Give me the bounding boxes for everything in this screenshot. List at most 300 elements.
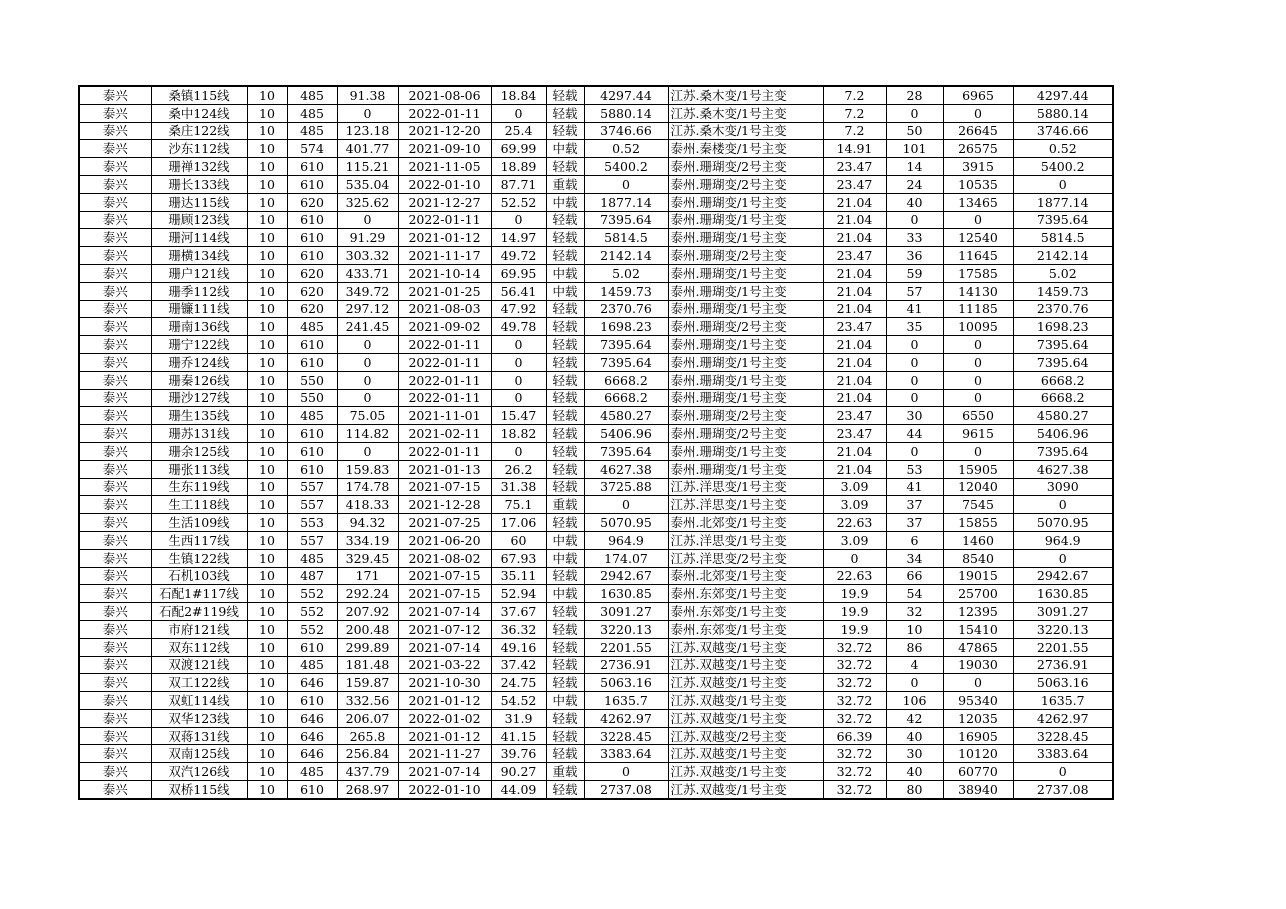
cell-max-current: 171 — [337, 567, 398, 585]
cell-user-capacity: 3915 — [943, 158, 1013, 176]
cell-rated-current: 610 — [287, 247, 337, 265]
cell-rated-current: 485 — [287, 763, 337, 781]
cell-final-capacity: 3220.13 — [1013, 620, 1113, 638]
cell-load-status: 轻载 — [546, 674, 584, 692]
cell-user-capacity: 95340 — [943, 692, 1013, 710]
cell-load-rate: 56.41 — [491, 282, 546, 300]
cell-final-capacity: 2370.76 — [1013, 300, 1113, 318]
table-row — [79, 442, 1113, 460]
cell-available-capacity: 5880.14 — [584, 104, 668, 122]
cell-user-capacity: 16905 — [943, 727, 1013, 745]
cell-user-count: 0 — [886, 353, 943, 371]
cell-max-current: 181.48 — [337, 656, 398, 674]
cell-county: 泰兴 — [79, 104, 151, 122]
cell-transformer-margin: 3.09 — [823, 496, 886, 514]
cell-final-capacity: 6668.2 — [1013, 389, 1113, 407]
cell-peak-date: 2022-01-11 — [398, 371, 491, 389]
cell-max-current: 256.84 — [337, 745, 398, 763]
cell-user-count: 44 — [886, 425, 943, 443]
cell-load-rate: 39.76 — [491, 745, 546, 763]
cell-available-capacity: 7395.64 — [584, 353, 668, 371]
cell-peak-date: 2022-01-11 — [398, 389, 491, 407]
cell-voltage: 10 — [247, 674, 287, 692]
cell-line-name: 珊长133线 — [151, 175, 247, 193]
cell-max-current: 0 — [337, 211, 398, 229]
spreadsheet-page — [78, 85, 1114, 800]
cell-transformer-margin: 3.09 — [823, 531, 886, 549]
cell-county: 泰兴 — [79, 247, 151, 265]
cell-user-capacity: 1460 — [943, 531, 1013, 549]
table-row — [79, 264, 1113, 282]
cell-load-status: 轻载 — [546, 158, 584, 176]
cell-transformer-margin: 7.2 — [823, 86, 886, 104]
cell-substation-transformer: 泰州.珊瑚变/2号主变 — [668, 158, 823, 176]
cell-load-status: 轻载 — [546, 122, 584, 140]
cell-available-capacity: 5070.95 — [584, 514, 668, 532]
cell-peak-date: 2021-01-13 — [398, 460, 491, 478]
cell-peak-date: 2022-01-11 — [398, 211, 491, 229]
cell-line-name: 双渡121线 — [151, 656, 247, 674]
cell-load-rate: 69.95 — [491, 264, 546, 282]
cell-peak-date: 2021-01-25 — [398, 282, 491, 300]
cell-user-capacity: 11185 — [943, 300, 1013, 318]
cell-voltage: 10 — [247, 585, 287, 603]
cell-load-rate: 37.42 — [491, 656, 546, 674]
cell-final-capacity: 1459.73 — [1013, 282, 1113, 300]
cell-county: 泰兴 — [79, 193, 151, 211]
cell-available-capacity: 2370.76 — [584, 300, 668, 318]
cell-rated-current: 485 — [287, 104, 337, 122]
cell-user-count: 37 — [886, 496, 943, 514]
cell-max-current: 437.79 — [337, 763, 398, 781]
cell-final-capacity: 7395.64 — [1013, 442, 1113, 460]
cell-line-name: 双虹114线 — [151, 692, 247, 710]
cell-load-rate: 69.99 — [491, 140, 546, 158]
cell-transformer-margin: 32.72 — [823, 656, 886, 674]
cell-transformer-margin: 32.72 — [823, 709, 886, 727]
cell-max-current: 401.77 — [337, 140, 398, 158]
cell-final-capacity: 7395.64 — [1013, 336, 1113, 354]
cell-substation-transformer: 江苏.双越变/1号主变 — [668, 763, 823, 781]
cell-voltage: 10 — [247, 407, 287, 425]
cell-peak-date: 2021-03-22 — [398, 656, 491, 674]
cell-substation-transformer: 江苏.双越变/1号主变 — [668, 656, 823, 674]
cell-voltage: 10 — [247, 692, 287, 710]
cell-load-status: 轻载 — [546, 229, 584, 247]
cell-line-name: 珊苏131线 — [151, 425, 247, 443]
cell-county: 泰兴 — [79, 514, 151, 532]
cell-load-status: 轻载 — [546, 603, 584, 621]
cell-substation-transformer: 江苏.桑木变/1号主变 — [668, 104, 823, 122]
table-row — [79, 709, 1113, 727]
cell-peak-date: 2021-07-15 — [398, 585, 491, 603]
cell-rated-current: 574 — [287, 140, 337, 158]
cell-user-count: 32 — [886, 603, 943, 621]
cell-peak-date: 2021-07-14 — [398, 603, 491, 621]
cell-load-rate: 49.78 — [491, 318, 546, 336]
cell-user-count: 24 — [886, 175, 943, 193]
cell-final-capacity: 5406.96 — [1013, 425, 1113, 443]
cell-available-capacity: 2142.14 — [584, 247, 668, 265]
cell-available-capacity: 5406.96 — [584, 425, 668, 443]
cell-county: 泰兴 — [79, 300, 151, 318]
cell-load-rate: 35.11 — [491, 567, 546, 585]
table-row — [79, 353, 1113, 371]
cell-substation-transformer: 江苏.双越变/1号主变 — [668, 692, 823, 710]
cell-county: 泰兴 — [79, 496, 151, 514]
table-row — [79, 514, 1113, 532]
cell-peak-date: 2021-10-30 — [398, 674, 491, 692]
cell-user-count: 0 — [886, 104, 943, 122]
table-row — [79, 175, 1113, 193]
cell-transformer-margin: 23.47 — [823, 407, 886, 425]
cell-user-capacity: 0 — [943, 353, 1013, 371]
cell-transformer-margin: 23.47 — [823, 247, 886, 265]
cell-county: 泰兴 — [79, 745, 151, 763]
cell-rated-current: 610 — [287, 638, 337, 656]
cell-rated-current: 552 — [287, 585, 337, 603]
table-row — [79, 140, 1113, 158]
cell-substation-transformer: 泰州.珊瑚变/2号主变 — [668, 175, 823, 193]
cell-max-current: 241.45 — [337, 318, 398, 336]
cell-transformer-margin: 23.47 — [823, 158, 886, 176]
cell-user-capacity: 0 — [943, 336, 1013, 354]
cell-user-capacity: 12540 — [943, 229, 1013, 247]
cell-voltage: 10 — [247, 531, 287, 549]
cell-load-rate: 0 — [491, 211, 546, 229]
cell-county: 泰兴 — [79, 709, 151, 727]
cell-final-capacity: 7395.64 — [1013, 353, 1113, 371]
cell-peak-date: 2021-01-12 — [398, 692, 491, 710]
cell-load-status: 轻载 — [546, 389, 584, 407]
cell-user-count: 36 — [886, 247, 943, 265]
cell-voltage: 10 — [247, 318, 287, 336]
cell-voltage: 10 — [247, 549, 287, 567]
cell-rated-current: 485 — [287, 549, 337, 567]
cell-load-status: 轻载 — [546, 371, 584, 389]
cell-user-capacity: 15410 — [943, 620, 1013, 638]
cell-peak-date: 2022-01-10 — [398, 781, 491, 799]
cell-load-rate: 18.89 — [491, 158, 546, 176]
cell-load-status: 重载 — [546, 496, 584, 514]
cell-available-capacity: 1635.7 — [584, 692, 668, 710]
cell-max-current: 433.71 — [337, 264, 398, 282]
table-row — [79, 425, 1113, 443]
cell-load-status: 中载 — [546, 282, 584, 300]
cell-substation-transformer: 江苏.洋思变/2号主变 — [668, 549, 823, 567]
cell-max-current: 0 — [337, 371, 398, 389]
cell-voltage: 10 — [247, 478, 287, 496]
cell-max-current: 0 — [337, 353, 398, 371]
cell-rated-current: 552 — [287, 603, 337, 621]
cell-load-rate: 47.92 — [491, 300, 546, 318]
cell-user-capacity: 6965 — [943, 86, 1013, 104]
cell-line-name: 石配2#119线 — [151, 603, 247, 621]
table-row — [79, 656, 1113, 674]
cell-peak-date: 2021-09-10 — [398, 140, 491, 158]
cell-county: 泰兴 — [79, 407, 151, 425]
cell-voltage: 10 — [247, 638, 287, 656]
cell-max-current: 299.89 — [337, 638, 398, 656]
cell-available-capacity: 3725.88 — [584, 478, 668, 496]
cell-transformer-margin: 21.04 — [823, 193, 886, 211]
cell-user-count: 101 — [886, 140, 943, 158]
cell-county: 泰兴 — [79, 353, 151, 371]
cell-voltage: 10 — [247, 496, 287, 514]
cell-peak-date: 2021-07-15 — [398, 567, 491, 585]
cell-voltage: 10 — [247, 122, 287, 140]
cell-user-capacity: 0 — [943, 371, 1013, 389]
cell-county: 泰兴 — [79, 336, 151, 354]
cell-load-rate: 36.32 — [491, 620, 546, 638]
cell-user-count: 41 — [886, 478, 943, 496]
cell-rated-current: 610 — [287, 158, 337, 176]
cell-user-capacity: 11645 — [943, 247, 1013, 265]
cell-load-status: 轻载 — [546, 300, 584, 318]
cell-transformer-margin: 21.04 — [823, 211, 886, 229]
cell-voltage: 10 — [247, 175, 287, 193]
table-row — [79, 531, 1113, 549]
cell-available-capacity: 1877.14 — [584, 193, 668, 211]
cell-max-current: 325.62 — [337, 193, 398, 211]
cell-line-name: 桑中124线 — [151, 104, 247, 122]
cell-max-current: 303.32 — [337, 247, 398, 265]
cell-available-capacity: 1630.85 — [584, 585, 668, 603]
cell-user-count: 0 — [886, 674, 943, 692]
table-row — [79, 336, 1113, 354]
cell-line-name: 双桥115线 — [151, 781, 247, 799]
cell-user-count: 0 — [886, 389, 943, 407]
cell-user-count: 106 — [886, 692, 943, 710]
cell-rated-current: 646 — [287, 745, 337, 763]
cell-max-current: 0 — [337, 389, 398, 407]
cell-load-rate: 52.52 — [491, 193, 546, 211]
cell-user-count: 41 — [886, 300, 943, 318]
cell-load-status: 轻载 — [546, 567, 584, 585]
table-row — [79, 282, 1113, 300]
table-row — [79, 193, 1113, 211]
cell-max-current: 123.18 — [337, 122, 398, 140]
cell-voltage: 10 — [247, 567, 287, 585]
cell-available-capacity: 1698.23 — [584, 318, 668, 336]
cell-available-capacity: 174.07 — [584, 549, 668, 567]
cell-rated-current: 620 — [287, 282, 337, 300]
cell-user-capacity: 15905 — [943, 460, 1013, 478]
cell-county: 泰兴 — [79, 389, 151, 407]
cell-rated-current: 485 — [287, 122, 337, 140]
cell-available-capacity: 5.02 — [584, 264, 668, 282]
cell-line-name: 珊生135线 — [151, 407, 247, 425]
cell-max-current: 91.29 — [337, 229, 398, 247]
cell-load-rate: 67.93 — [491, 549, 546, 567]
cell-load-rate: 31.9 — [491, 709, 546, 727]
table-row — [79, 727, 1113, 745]
cell-substation-transformer: 泰州.珊瑚变/1号主变 — [668, 264, 823, 282]
cell-peak-date: 2022-01-11 — [398, 336, 491, 354]
cell-available-capacity: 0 — [584, 175, 668, 193]
cell-line-name: 珊乔124线 — [151, 353, 247, 371]
cell-substation-transformer: 泰州.东郊变/1号主变 — [668, 603, 823, 621]
cell-substation-transformer: 江苏.桑木变/1号主变 — [668, 86, 823, 104]
cell-available-capacity: 964.9 — [584, 531, 668, 549]
cell-substation-transformer: 泰州.东郊变/1号主变 — [668, 585, 823, 603]
cell-substation-transformer: 泰州.珊瑚变/1号主变 — [668, 442, 823, 460]
cell-user-count: 40 — [886, 193, 943, 211]
cell-final-capacity: 1698.23 — [1013, 318, 1113, 336]
cell-peak-date: 2022-01-10 — [398, 175, 491, 193]
cell-max-current: 0 — [337, 104, 398, 122]
cell-substation-transformer: 泰州.珊瑚变/1号主变 — [668, 353, 823, 371]
cell-user-capacity: 17585 — [943, 264, 1013, 282]
cell-user-capacity: 12035 — [943, 709, 1013, 727]
cell-load-rate: 75.1 — [491, 496, 546, 514]
cell-substation-transformer: 泰州.珊瑚变/1号主变 — [668, 336, 823, 354]
cell-final-capacity: 964.9 — [1013, 531, 1113, 549]
cell-line-name: 珊横134线 — [151, 247, 247, 265]
cell-available-capacity: 3091.27 — [584, 603, 668, 621]
table-row — [79, 478, 1113, 496]
cell-substation-transformer: 江苏.双越变/1号主变 — [668, 674, 823, 692]
cell-final-capacity: 4297.44 — [1013, 86, 1113, 104]
cell-peak-date: 2021-01-12 — [398, 229, 491, 247]
cell-user-count: 0 — [886, 211, 943, 229]
cell-load-status: 中载 — [546, 585, 584, 603]
cell-load-status: 轻载 — [546, 781, 584, 799]
cell-final-capacity: 4580.27 — [1013, 407, 1113, 425]
cell-rated-current: 610 — [287, 336, 337, 354]
table-row — [79, 549, 1113, 567]
cell-load-status: 轻载 — [546, 425, 584, 443]
cell-load-status: 轻载 — [546, 407, 584, 425]
cell-county: 泰兴 — [79, 692, 151, 710]
cell-transformer-margin: 23.47 — [823, 425, 886, 443]
cell-voltage: 10 — [247, 745, 287, 763]
cell-available-capacity: 2201.55 — [584, 638, 668, 656]
table-row — [79, 496, 1113, 514]
cell-county: 泰兴 — [79, 781, 151, 799]
cell-rated-current: 620 — [287, 300, 337, 318]
cell-user-count: 0 — [886, 371, 943, 389]
cell-county: 泰兴 — [79, 656, 151, 674]
cell-rated-current: 557 — [287, 496, 337, 514]
cell-user-capacity: 10535 — [943, 175, 1013, 193]
cell-peak-date: 2021-12-20 — [398, 122, 491, 140]
cell-load-rate: 15.47 — [491, 407, 546, 425]
cell-load-rate: 37.67 — [491, 603, 546, 621]
cell-available-capacity: 4627.38 — [584, 460, 668, 478]
cell-transformer-margin: 32.72 — [823, 781, 886, 799]
cell-user-count: 34 — [886, 549, 943, 567]
cell-user-count: 0 — [886, 442, 943, 460]
cell-load-status: 中载 — [546, 140, 584, 158]
cell-county: 泰兴 — [79, 86, 151, 104]
cell-transformer-margin: 32.72 — [823, 638, 886, 656]
cell-load-status: 中载 — [546, 531, 584, 549]
cell-substation-transformer: 泰州.珊瑚变/1号主变 — [668, 300, 823, 318]
cell-substation-transformer: 泰州.珊瑚变/2号主变 — [668, 407, 823, 425]
cell-voltage: 10 — [247, 353, 287, 371]
cell-transformer-margin: 3.09 — [823, 478, 886, 496]
cell-final-capacity: 5063.16 — [1013, 674, 1113, 692]
cell-final-capacity: 5.02 — [1013, 264, 1113, 282]
cell-transformer-margin: 21.04 — [823, 282, 886, 300]
cell-final-capacity: 4627.38 — [1013, 460, 1113, 478]
cell-available-capacity: 4580.27 — [584, 407, 668, 425]
cell-available-capacity: 2942.67 — [584, 567, 668, 585]
cell-voltage: 10 — [247, 104, 287, 122]
cell-rated-current: 610 — [287, 781, 337, 799]
cell-max-current: 207.92 — [337, 603, 398, 621]
cell-rated-current: 646 — [287, 709, 337, 727]
cell-load-status: 中载 — [546, 193, 584, 211]
cell-transformer-margin: 7.2 — [823, 122, 886, 140]
cell-user-count: 57 — [886, 282, 943, 300]
cell-peak-date: 2021-01-12 — [398, 727, 491, 745]
cell-transformer-margin: 21.04 — [823, 389, 886, 407]
cell-voltage: 10 — [247, 460, 287, 478]
cell-voltage: 10 — [247, 371, 287, 389]
cell-load-rate: 0 — [491, 442, 546, 460]
cell-load-rate: 25.4 — [491, 122, 546, 140]
cell-peak-date: 2021-09-02 — [398, 318, 491, 336]
cell-rated-current: 487 — [287, 567, 337, 585]
cell-user-count: 40 — [886, 763, 943, 781]
cell-voltage: 10 — [247, 709, 287, 727]
cell-load-rate: 90.27 — [491, 763, 546, 781]
cell-transformer-margin: 66.39 — [823, 727, 886, 745]
cell-voltage: 10 — [247, 229, 287, 247]
cell-load-rate: 49.16 — [491, 638, 546, 656]
cell-available-capacity: 4262.97 — [584, 709, 668, 727]
cell-available-capacity: 1459.73 — [584, 282, 668, 300]
cell-rated-current: 646 — [287, 727, 337, 745]
cell-rated-current: 620 — [287, 193, 337, 211]
table-row — [79, 638, 1113, 656]
cell-line-name: 珊秦126线 — [151, 371, 247, 389]
cell-user-capacity: 26575 — [943, 140, 1013, 158]
cell-rated-current: 485 — [287, 318, 337, 336]
cell-available-capacity: 0 — [584, 763, 668, 781]
cell-load-status: 轻载 — [546, 514, 584, 532]
cell-final-capacity: 2201.55 — [1013, 638, 1113, 656]
cell-voltage: 10 — [247, 158, 287, 176]
table-row — [79, 460, 1113, 478]
cell-load-status: 中载 — [546, 549, 584, 567]
cell-load-status: 轻载 — [546, 211, 584, 229]
table-body — [79, 86, 1113, 799]
cell-voltage: 10 — [247, 620, 287, 638]
cell-final-capacity: 1630.85 — [1013, 585, 1113, 603]
cell-line-name: 珊镰111线 — [151, 300, 247, 318]
cell-load-status: 轻载 — [546, 104, 584, 122]
cell-load-rate: 24.75 — [491, 674, 546, 692]
cell-final-capacity: 0 — [1013, 175, 1113, 193]
cell-line-name: 珊宁122线 — [151, 336, 247, 354]
cell-user-count: 10 — [886, 620, 943, 638]
cell-county: 泰兴 — [79, 478, 151, 496]
cell-substation-transformer: 江苏.洋思变/1号主变 — [668, 478, 823, 496]
cell-county: 泰兴 — [79, 175, 151, 193]
cell-county: 泰兴 — [79, 460, 151, 478]
cell-rated-current: 610 — [287, 175, 337, 193]
table-row — [79, 567, 1113, 585]
cell-line-name: 珊余125线 — [151, 442, 247, 460]
cell-rated-current: 610 — [287, 229, 337, 247]
cell-user-capacity: 47865 — [943, 638, 1013, 656]
cell-max-current: 159.83 — [337, 460, 398, 478]
cell-max-current: 418.33 — [337, 496, 398, 514]
cell-max-current: 200.48 — [337, 620, 398, 638]
